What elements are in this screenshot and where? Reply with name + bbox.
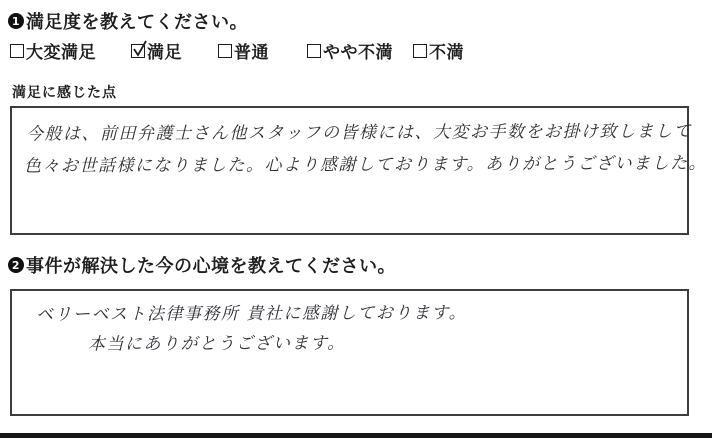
handwritten-line: 今般は、前田弁護士さん他スタッフの皆様には、大変お手数をお掛け致しまして [25,121,693,145]
handwritten-line: 色々お世話様になりました。心より感謝しております。ありがとうございました。 [23,153,708,177]
question-2-title [8,252,396,278]
handwritten-line: ベリーベスト法律事務所 貴社に感謝しております。 [35,303,468,325]
question-1-title-text: 満足度を教えてください。 [26,12,248,32]
checkbox-checked-icon[interactable] [131,44,145,58]
checkbox-icon[interactable] [413,44,427,58]
handwritten-line: 本当にありがとうございます。 [87,333,346,355]
q2-answer-box [10,289,689,416]
question-1-title [8,8,248,34]
option-label: やや不満 [323,43,393,62]
question-1-number-badge: 1 [8,13,24,29]
q1-answer-label: 満足に感じた点 [12,86,117,101]
option-label: 大変満足 [26,43,96,62]
checkbox-icon[interactable] [307,44,321,58]
option-neutral[interactable] [218,38,269,63]
checkbox-icon[interactable] [218,44,232,58]
option-label: 不満 [429,43,464,62]
option-very-satisfied[interactable] [10,38,96,63]
checkbox-icon[interactable] [10,44,24,58]
satisfaction-options-row [0,38,712,64]
question-2-number-badge: 2 [8,257,24,273]
option-dissatisfied[interactable] [413,38,464,63]
option-label: 普通 [234,43,269,62]
bottom-section-divider [0,433,712,438]
option-satisfied[interactable] [131,38,182,63]
option-slightly-dissatisfied[interactable] [307,38,393,63]
option-label: 満足 [147,43,182,62]
q1-answer-box [10,106,708,235]
question-2-title-text: 事件が解決した今の心境を教えてください。 [26,256,396,276]
checkmark-icon [131,39,148,58]
